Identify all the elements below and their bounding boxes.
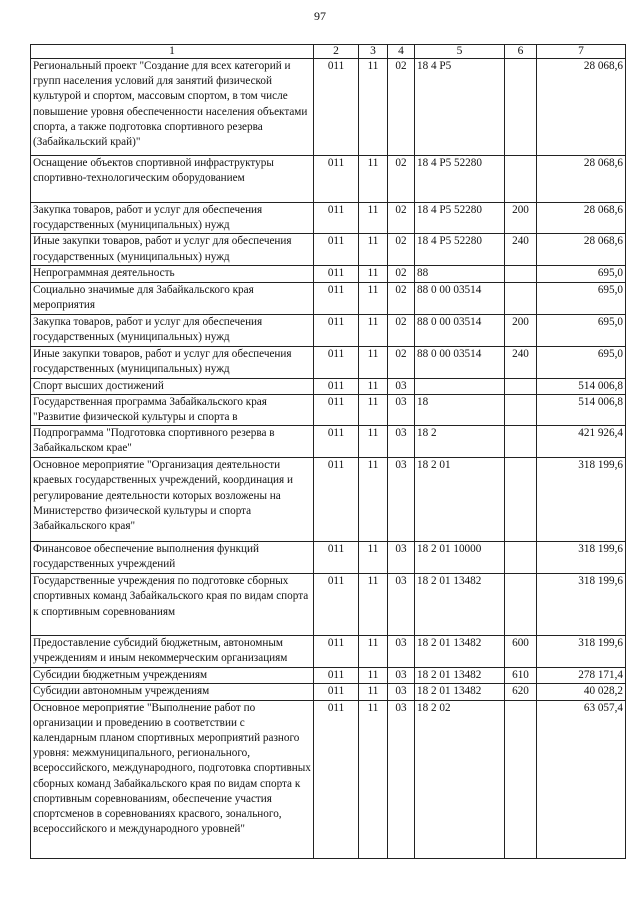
row-vr xyxy=(505,156,537,203)
row-vr xyxy=(505,458,537,542)
row-name: Закупка товаров, работ и услуг для обеспечения государственных (муниципальных) нужд xyxy=(31,203,314,234)
header-cell: 7 xyxy=(537,45,626,59)
row-csr: 18 2 01 13482 xyxy=(415,574,505,636)
page-number: 97 xyxy=(314,9,326,23)
row-sum: 318 199,6 xyxy=(537,574,626,636)
row-csr: 18 2 01 xyxy=(415,458,505,542)
row-grbs: 011 xyxy=(314,59,359,156)
table-row xyxy=(31,394,626,425)
row-name: Иные закупки товаров, работ и услуг для обеспечения государственных (муниципальных) нужд xyxy=(31,346,314,378)
row-grbs: 011 xyxy=(314,234,359,266)
table-row xyxy=(31,314,626,346)
row-sum: 421 926,4 xyxy=(537,426,626,458)
row-rz: 11 xyxy=(359,203,388,234)
row-pr: 03 xyxy=(388,394,415,425)
row-vr xyxy=(505,266,537,282)
table-row xyxy=(31,203,626,234)
row-rz: 11 xyxy=(359,156,388,203)
table-row xyxy=(31,282,626,314)
row-grbs: 011 xyxy=(314,266,359,282)
row-csr: 18 4 P5 52280 xyxy=(415,234,505,266)
row-grbs: 011 xyxy=(314,426,359,458)
row-rz: 11 xyxy=(359,59,388,156)
row-pr: 02 xyxy=(388,282,415,314)
row-grbs: 011 xyxy=(314,394,359,425)
table-row xyxy=(31,234,626,266)
row-sum: 40 028,2 xyxy=(537,684,626,700)
row-sum: 514 006,8 xyxy=(537,378,626,394)
row-csr: 18 2 01 13482 xyxy=(415,668,505,684)
row-vr xyxy=(505,394,537,425)
row-rz: 11 xyxy=(359,458,388,542)
row-name: Социально значимые для Забайкальского края мероприятия xyxy=(31,282,314,314)
row-csr: 18 2 xyxy=(415,426,505,458)
table-row xyxy=(31,668,626,684)
row-grbs: 011 xyxy=(314,458,359,542)
row-grbs: 011 xyxy=(314,542,359,574)
table-row xyxy=(31,346,626,378)
row-name: Основное мероприятие "Организация деятельности краевых государственных учреждений, координация и регулирование деятельности которых возложены на Министерство физической культуры и спорта Забайкальского края" xyxy=(31,458,314,542)
row-grbs: 011 xyxy=(314,282,359,314)
row-csr: 18 xyxy=(415,394,505,425)
header-cell: 6 xyxy=(505,45,537,59)
row-name: Подпрограмма "Подготовка спортивного резерва в Забайкальском крае" xyxy=(31,426,314,458)
row-rz: 11 xyxy=(359,636,388,668)
row-csr: 18 4 P5 52280 xyxy=(415,156,505,203)
row-vr xyxy=(505,282,537,314)
header-cell: 2 xyxy=(314,45,359,59)
row-rz: 11 xyxy=(359,346,388,378)
row-vr: 200 xyxy=(505,203,537,234)
row-grbs: 011 xyxy=(314,378,359,394)
table-row xyxy=(31,378,626,394)
row-csr: 88 xyxy=(415,266,505,282)
row-vr xyxy=(505,574,537,636)
table-row xyxy=(31,700,626,858)
row-sum: 318 199,6 xyxy=(537,636,626,668)
row-sum: 695,0 xyxy=(537,346,626,378)
row-vr: 610 xyxy=(505,668,537,684)
row-pr: 03 xyxy=(388,378,415,394)
row-csr: 18 2 01 10000 xyxy=(415,542,505,574)
row-name: Финансовое обеспечение выполнения функций государственных учреждений xyxy=(31,542,314,574)
row-grbs: 011 xyxy=(314,203,359,234)
table-row xyxy=(31,156,626,203)
row-grbs: 011 xyxy=(314,668,359,684)
row-sum: 318 199,6 xyxy=(537,542,626,574)
row-pr: 02 xyxy=(388,203,415,234)
budget-table xyxy=(30,44,626,859)
row-sum: 695,0 xyxy=(537,266,626,282)
row-vr xyxy=(505,700,537,858)
row-rz: 11 xyxy=(359,684,388,700)
row-name: Непрограммная деятельность xyxy=(31,266,314,282)
row-pr: 03 xyxy=(388,668,415,684)
row-rz: 11 xyxy=(359,394,388,425)
row-rz: 11 xyxy=(359,426,388,458)
header-cell: 1 xyxy=(31,45,314,59)
table-row xyxy=(31,574,626,636)
row-rz: 11 xyxy=(359,378,388,394)
row-name: Субсидии автономным учреждениям xyxy=(31,684,314,700)
row-rz: 11 xyxy=(359,574,388,636)
row-pr: 03 xyxy=(388,458,415,542)
row-vr xyxy=(505,426,537,458)
table-row xyxy=(31,266,626,282)
row-rz: 11 xyxy=(359,668,388,684)
row-grbs: 011 xyxy=(314,684,359,700)
row-vr: 240 xyxy=(505,234,537,266)
row-rz: 11 xyxy=(359,282,388,314)
row-vr: 620 xyxy=(505,684,537,700)
row-name: Государственные учреждения по подготовке сборных спортивных команд Забайкальского края по видам спорта к спортивным соревнованиям xyxy=(31,574,314,636)
row-sum: 28 068,6 xyxy=(537,203,626,234)
row-name: Основное мероприятие "Выполнение работ по организации и проведению в соответствии с календарным планом спортивных мероприятий разного уровня: межмуниципального, регионального, всероссийского, международного, подготовка спортивных сборных команд Забайкальского края по видам спорта к спортивным соревнованиям, обеспечение участия спортсменов в соревнованиях красвого, зонального, всероссийского и международного уровней" xyxy=(31,700,314,858)
row-sum: 28 068,6 xyxy=(537,234,626,266)
row-name: Предоставление субсидий бюджетным, автономным учреждениям и иным некоммерческим организациям xyxy=(31,636,314,668)
row-name: Региональный проект "Создание для всех категорий и групп населения условий для занятий физической культурой и спортом, массовым спортом, в том числе повышение уровня обеспеченности населения объектами спорта, а также подготовка спортивного резерва (Забайкальский край)" xyxy=(31,59,314,156)
row-pr: 03 xyxy=(388,636,415,668)
row-name: Иные закупки товаров, работ и услуг для обеспечения государственных (муниципальных) нужд xyxy=(31,234,314,266)
header-cell: 3 xyxy=(359,45,388,59)
row-sum: 514 006,8 xyxy=(537,394,626,425)
table-row xyxy=(31,684,626,700)
row-csr xyxy=(415,378,505,394)
row-sum: 28 068,6 xyxy=(537,59,626,156)
row-sum: 695,0 xyxy=(537,282,626,314)
row-grbs: 011 xyxy=(314,314,359,346)
row-csr: 88 0 00 03514 xyxy=(415,282,505,314)
row-name: Оснащение объектов спортивной инфраструктуры спортивно-технологическим оборудованием xyxy=(31,156,314,203)
table-row xyxy=(31,458,626,542)
row-vr xyxy=(505,542,537,574)
row-rz: 11 xyxy=(359,266,388,282)
row-rz: 11 xyxy=(359,234,388,266)
row-pr: 03 xyxy=(388,684,415,700)
row-pr: 02 xyxy=(388,266,415,282)
row-csr: 18 4 P5 52280 xyxy=(415,203,505,234)
row-name: Государственная программа Забайкальского края "Развитие физической культуры и спорта в xyxy=(31,394,314,425)
row-csr: 18 4 P5 xyxy=(415,59,505,156)
row-rz: 11 xyxy=(359,700,388,858)
header-row xyxy=(31,45,626,59)
row-grbs: 011 xyxy=(314,156,359,203)
table-row xyxy=(31,426,626,458)
row-csr: 88 0 00 03514 xyxy=(415,314,505,346)
row-vr: 600 xyxy=(505,636,537,668)
row-vr: 240 xyxy=(505,346,537,378)
row-pr: 03 xyxy=(388,700,415,858)
row-pr: 02 xyxy=(388,346,415,378)
row-name: Субсидии бюджетным учреждениям xyxy=(31,668,314,684)
row-vr xyxy=(505,378,537,394)
row-pr: 02 xyxy=(388,234,415,266)
row-name: Спорт высших достижений xyxy=(31,378,314,394)
row-vr: 200 xyxy=(505,314,537,346)
header-cell: 4 xyxy=(388,45,415,59)
row-csr: 88 0 00 03514 xyxy=(415,346,505,378)
row-rz: 11 xyxy=(359,314,388,346)
row-pr: 03 xyxy=(388,574,415,636)
row-name: Закупка товаров, работ и услуг для обеспечения государственных (муниципальных) нужд xyxy=(31,314,314,346)
row-pr: 02 xyxy=(388,59,415,156)
row-pr: 03 xyxy=(388,426,415,458)
header-cell: 5 xyxy=(415,45,505,59)
row-grbs: 011 xyxy=(314,574,359,636)
row-csr: 18 2 01 13482 xyxy=(415,684,505,700)
table-row xyxy=(31,542,626,574)
row-rz: 11 xyxy=(359,542,388,574)
row-csr: 18 2 02 xyxy=(415,700,505,858)
table-row xyxy=(31,636,626,668)
row-grbs: 011 xyxy=(314,636,359,668)
row-sum: 63 057,4 xyxy=(537,700,626,858)
row-sum: 278 171,4 xyxy=(537,668,626,684)
row-sum: 318 199,6 xyxy=(537,458,626,542)
row-sum: 695,0 xyxy=(537,314,626,346)
row-grbs: 011 xyxy=(314,700,359,858)
row-sum: 28 068,6 xyxy=(537,156,626,203)
row-pr: 02 xyxy=(388,314,415,346)
table-row xyxy=(31,59,626,156)
row-grbs: 011 xyxy=(314,346,359,378)
row-csr: 18 2 01 13482 xyxy=(415,636,505,668)
row-vr xyxy=(505,59,537,156)
row-pr: 03 xyxy=(388,542,415,574)
row-pr: 02 xyxy=(388,156,415,203)
